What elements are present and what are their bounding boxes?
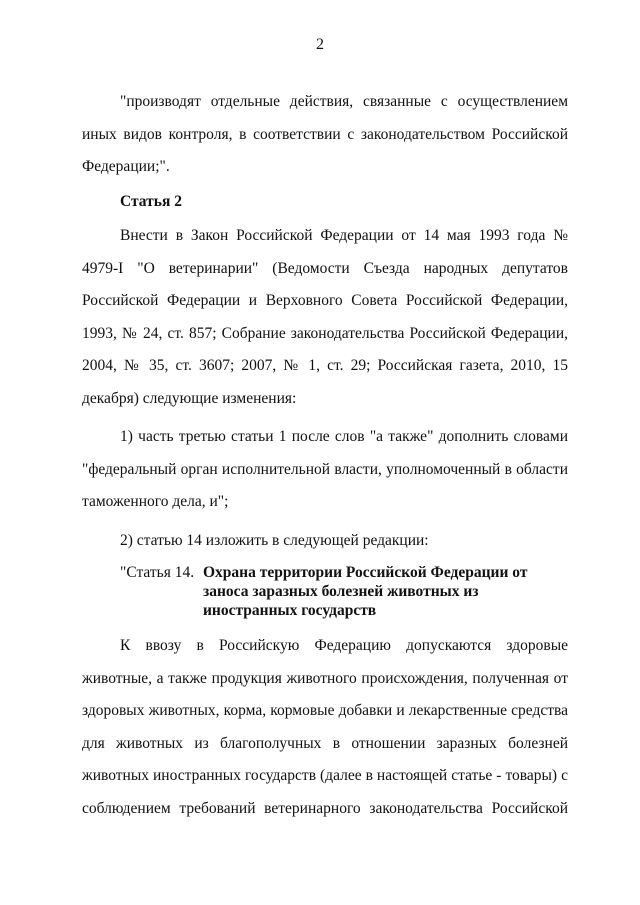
- article-14-title: Охрана территории Российской Федерации от заноса заразных болезней животных из иностранных государств: [203, 564, 528, 619]
- article-14-heading: [82, 563, 568, 620]
- paragraph-item-1: 1) часть третью статьи 1 после слов "а также" дополнить словами "федеральный орган исполнительной власти, уполномоченный в области таможенного дела, и";: [82, 428, 568, 510]
- paragraph-amendment-intro: Внести в Закон Российской Федерации от 14 мая 1993 года № 4979-I "О ветеринарии" (Ведомости Съезда народных депутатов Российской Федерации и Верховного Совета Российской Федерации, 1993, № 24, ст. 857; Собрание законодательства Российской Федерации, 2004, № 35, ст. 3607; 2007, № 1, ст. 29; Российская газета, 2010, 15 декабря) следующие изменения:: [82, 227, 568, 407]
- paragraph-item-2: 2) статью 14 изложить в следующей редакции:: [120, 531, 429, 549]
- document-body: [82, 86, 568, 825]
- article-2-heading: Статья 2: [120, 192, 182, 210]
- article-14-label: "Статья 14.: [120, 564, 195, 581]
- page-number: 2: [316, 36, 324, 53]
- paragraph-continuation: "производят отдельные действия, связанные с осуществлением иных видов контроля, в соответствии с законодательством Российской Федерации;".: [82, 93, 568, 175]
- paragraph-article-14-body: К ввозу в Российскую Федерацию допускаются здоровые животные, а также продукция животного происхождения, полученная от здоровых животных, корма, кормовые добавки и лекарственные средства для животных из благополучных в отношении заразных болезней животных иностранных государств (далее в настоящей статье - товары) с соблюдением требований ветеринарного законодательства Российской: [82, 637, 568, 817]
